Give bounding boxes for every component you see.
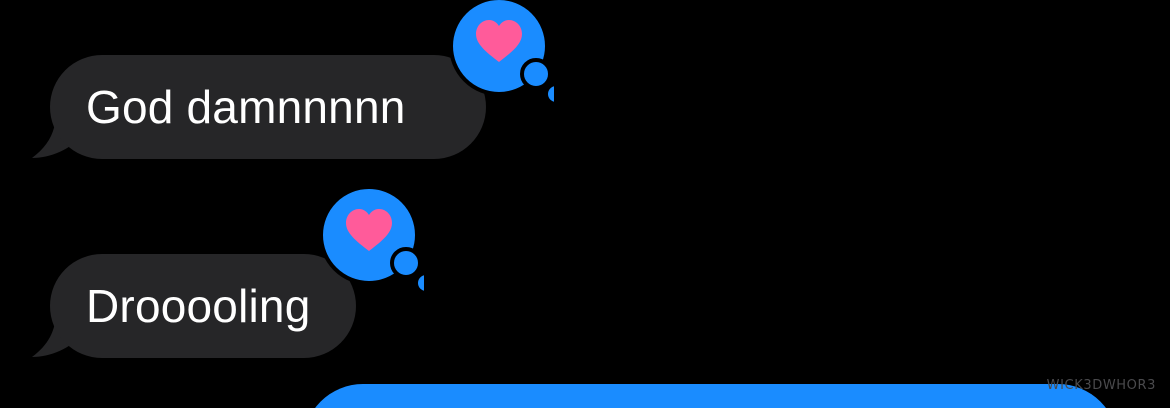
message-bubble[interactable] [50, 254, 356, 358]
reaction-heart-badge[interactable] [446, 0, 554, 106]
reaction-heart-badge[interactable] [316, 187, 424, 295]
message-sent-bubble[interactable] [303, 384, 1118, 408]
watermark: WICK3DWHOR3 [1046, 378, 1156, 393]
message-bubble[interactable] [50, 55, 486, 159]
message-text: God damnnnnn [86, 81, 406, 133]
message-text: Drooooling [86, 280, 311, 332]
